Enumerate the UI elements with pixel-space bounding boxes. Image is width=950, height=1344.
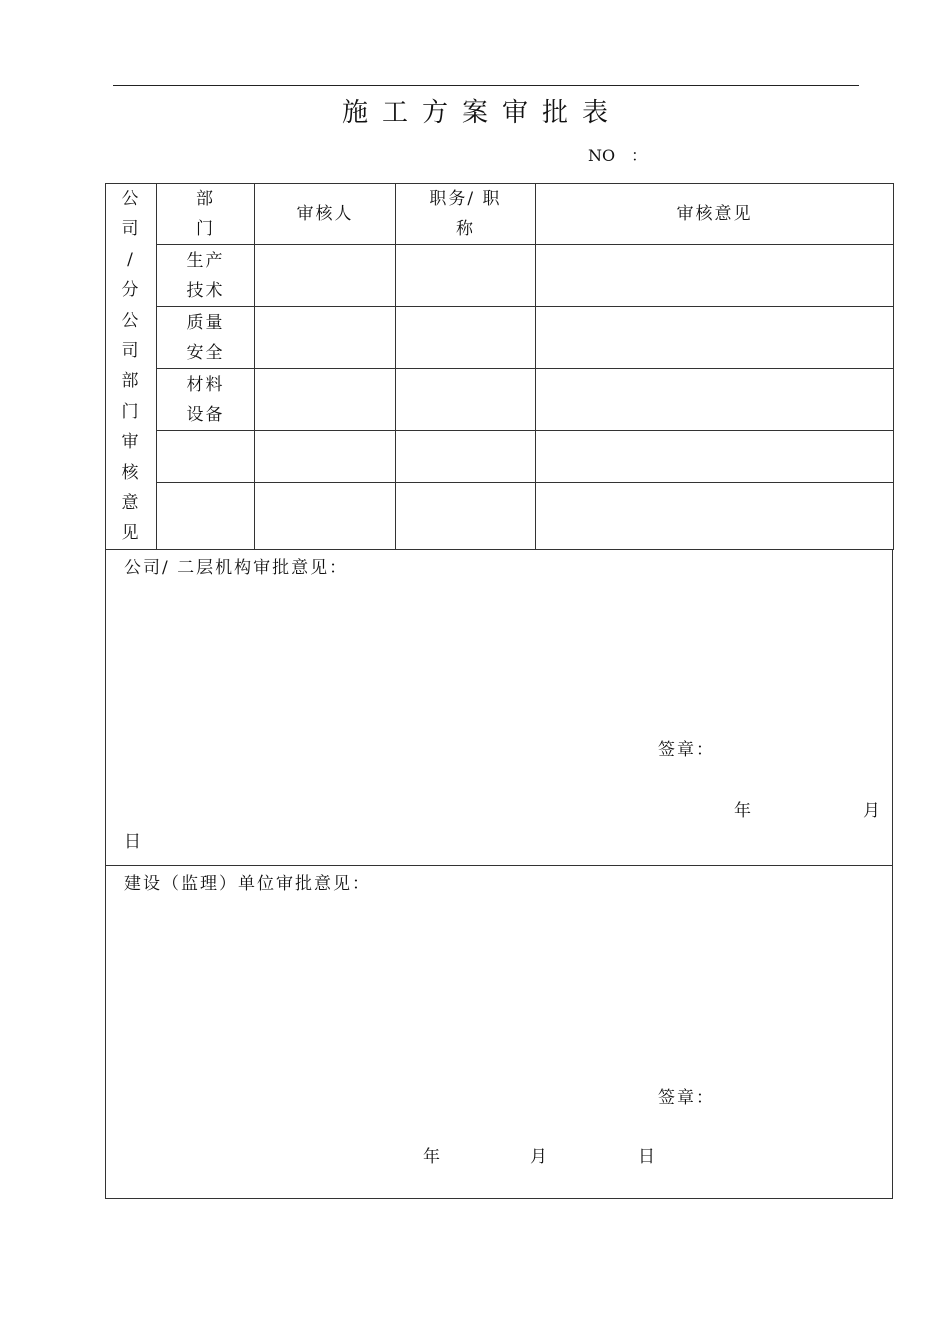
company-signature-label: 签章： xyxy=(658,740,715,760)
company-month-label: 月 xyxy=(863,801,882,821)
dept-header xyxy=(157,184,255,245)
owner-day-label: 日 xyxy=(638,1147,657,1167)
company-col-char: 分 xyxy=(121,280,141,301)
dept-line1: 材料 xyxy=(186,374,225,395)
form-number-colon: ： xyxy=(631,146,648,165)
company-col-char: 公 xyxy=(121,189,141,209)
company-col-char: 门 xyxy=(121,401,141,422)
company-year-label: 年 xyxy=(734,801,753,821)
opinion-header: 审核意见 xyxy=(536,184,894,245)
position-header-line2: 称 xyxy=(456,219,475,239)
position-cell[interactable] xyxy=(396,431,536,483)
dept-header-line1: 部 xyxy=(196,189,215,209)
dept-cell[interactable] xyxy=(157,483,255,550)
dept-cell xyxy=(157,369,255,431)
page-title: 施工方案审批表 xyxy=(341,98,622,128)
table-row xyxy=(106,245,894,307)
company-col-char: 审 xyxy=(121,432,141,453)
position-cell[interactable] xyxy=(396,307,536,369)
opinion-cell[interactable] xyxy=(536,307,894,369)
form-number-label: NO xyxy=(588,146,616,165)
reviewer-cell[interactable] xyxy=(255,483,396,550)
company-col-char: / xyxy=(127,249,135,270)
company-day-label: 日 xyxy=(124,832,143,852)
dept-header-line2: 门 xyxy=(196,219,215,239)
company-dept-column xyxy=(106,184,157,550)
company-col-char: 公 xyxy=(121,310,141,331)
reviewer-cell[interactable] xyxy=(255,245,396,307)
dept-cell xyxy=(157,245,255,307)
position-header-line1: 职务/ 职 xyxy=(429,189,502,209)
table-row xyxy=(106,483,894,550)
dept-line1: 质量 xyxy=(186,312,225,333)
reviewer-cell[interactable] xyxy=(255,369,396,431)
dept-line2: 技术 xyxy=(186,280,225,301)
position-cell[interactable] xyxy=(396,483,536,550)
owner-month-label: 月 xyxy=(530,1147,549,1167)
opinion-cell[interactable] xyxy=(536,431,894,483)
reviewer-header: 审核人 xyxy=(255,184,396,245)
dept-line1: 生产 xyxy=(186,250,225,271)
owner-year-label: 年 xyxy=(423,1147,442,1167)
company-approval-label: 公司/ 二层机构审批意见： xyxy=(124,558,349,578)
company-col-char: 见 xyxy=(121,523,141,544)
dept-line2: 安全 xyxy=(186,342,225,363)
owner-approval-box[interactable] xyxy=(105,865,893,1199)
opinion-cell[interactable] xyxy=(536,483,894,550)
opinion-cell[interactable] xyxy=(536,369,894,431)
company-col-char: 司 xyxy=(121,219,141,240)
table-row xyxy=(106,369,894,431)
dept-cell[interactable] xyxy=(157,431,255,483)
review-table xyxy=(105,183,894,550)
header-row xyxy=(106,184,894,245)
company-col-char: 意 xyxy=(121,493,141,514)
form-number xyxy=(588,143,647,166)
top-rule xyxy=(113,85,859,86)
position-cell[interactable] xyxy=(396,245,536,307)
opinion-cell[interactable] xyxy=(536,245,894,307)
table-row xyxy=(106,307,894,369)
reviewer-cell[interactable] xyxy=(255,307,396,369)
dept-cell xyxy=(157,307,255,369)
company-col-char: 司 xyxy=(121,341,141,362)
owner-approval-label: 建设（监理）单位审批意见： xyxy=(124,874,371,894)
table-row xyxy=(106,431,894,483)
position-header xyxy=(396,184,536,245)
company-col-char: 部 xyxy=(121,371,141,392)
company-approval-box[interactable] xyxy=(105,549,893,866)
reviewer-cell[interactable] xyxy=(255,431,396,483)
owner-signature-label: 签章： xyxy=(658,1088,715,1108)
dept-line2: 设备 xyxy=(186,404,225,425)
position-cell[interactable] xyxy=(396,369,536,431)
company-col-char: 核 xyxy=(121,462,141,483)
